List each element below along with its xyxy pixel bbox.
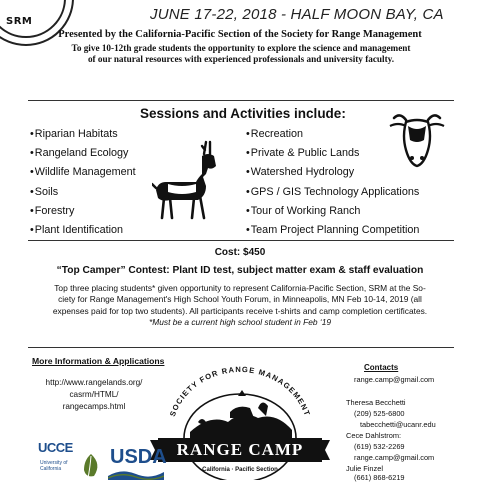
contest-line: ciety for Range Management's High School Youth Forum, in Minneapolis, MN Feb 10-14, 2019 (all — [58, 294, 422, 305]
ucce-text: UCCE — [38, 440, 73, 455]
range-camp-logo — [150, 356, 330, 480]
sessions-title: Sessions and Activities include: — [140, 106, 346, 121]
contact-name: Cece Dahlstrom: — [346, 431, 402, 440]
logo-arc-text: SOCIETY FOR RANGE MANAGEMENT — [167, 364, 313, 418]
list-item: • Watershed Hydrology — [246, 163, 419, 182]
mission-statement — [40, 43, 442, 65]
usda-logo — [108, 446, 167, 480]
ucce-subtext: University of California — [40, 460, 68, 472]
pronghorn-icon — [152, 138, 234, 222]
contacts-heading: Contacts — [364, 363, 399, 372]
divider — [28, 240, 454, 241]
contact-name: Theresa Becchetti — [346, 398, 406, 407]
event-date-location: JUNE 17-22, 2018 - HALF MOON BAY, CA — [150, 6, 444, 23]
contact-email[interactable]: range.camp@gmail.com — [354, 453, 435, 462]
application-url[interactable]: casrm/HTML/ — [69, 390, 119, 399]
contact-phone: (619) 532-2269 — [354, 442, 405, 451]
contact-name: Julie Finzel — [346, 464, 383, 473]
list-item: • Tour of Working Ranch — [246, 202, 419, 221]
mission-line: of our natural resources with experienced professionals and university faculty. — [87, 54, 395, 64]
application-url[interactable]: http://www.rangelands.org/ — [45, 378, 143, 387]
cow-head-icon — [386, 110, 448, 172]
list-item: • Team Project Planning Competition — [246, 221, 419, 240]
list-item: • Forestry — [30, 202, 136, 221]
usda-text: USDA — [110, 446, 167, 468]
contest-line: Top three placing students* given opportunity to represent California-Pacific Section, SRM at the So- — [54, 283, 426, 293]
list-item: • Wildlife Management — [30, 163, 136, 182]
contact-phone: (661) 868-6219 — [354, 473, 405, 482]
list-item: • GPS / GIS Technology Applications — [246, 183, 419, 202]
usda-hills-icon — [108, 468, 164, 480]
list-item: • Plant Identification — [30, 221, 136, 240]
logo-section: California · Pacific Section — [202, 467, 278, 473]
list-item: • Rangeland Ecology — [30, 144, 136, 163]
ucce-logo — [38, 440, 72, 480]
sessions-list-left — [30, 125, 136, 240]
more-info-heading: More Information & Applications — [32, 356, 165, 366]
list-item: • Soils — [30, 183, 136, 202]
contact-email[interactable]: tabecchetti@ucanr.edu — [360, 420, 436, 429]
cost: Cost: $450 — [214, 247, 266, 258]
divider — [28, 347, 454, 348]
list-item: • Recreation — [246, 125, 419, 144]
mission-line: To give 10-12th grade students the opportunity to explore the science and management — [71, 43, 411, 53]
logo-name: RANGE CAMP — [176, 440, 304, 459]
contact-phone: (209) 525-6800 — [354, 409, 405, 418]
eligibility-note: *Must be a current high school student in Feb ‘19 — [148, 317, 332, 328]
list-item: • Private & Public Lands — [246, 144, 419, 163]
contact-email[interactable]: range.camp@gmail.com — [354, 375, 435, 384]
presented-by: Presented by the California-Pacific Section of the Society for Range Management — [58, 29, 422, 40]
application-url[interactable]: rangecamps.html — [62, 402, 126, 411]
leaf-icon — [80, 452, 102, 480]
list-item: • Riparian Habitats — [30, 125, 136, 144]
divider — [28, 100, 454, 101]
contest-line: expenses paid for top two students). All participants receive t-shirts and camp completion certificates. — [52, 305, 428, 316]
contest-description — [24, 283, 456, 329]
seal-text: SRM — [6, 16, 33, 27]
contest-title: “Top Camper” Contest: Plant ID test, subject matter exam & staff evaluation — [56, 265, 424, 276]
